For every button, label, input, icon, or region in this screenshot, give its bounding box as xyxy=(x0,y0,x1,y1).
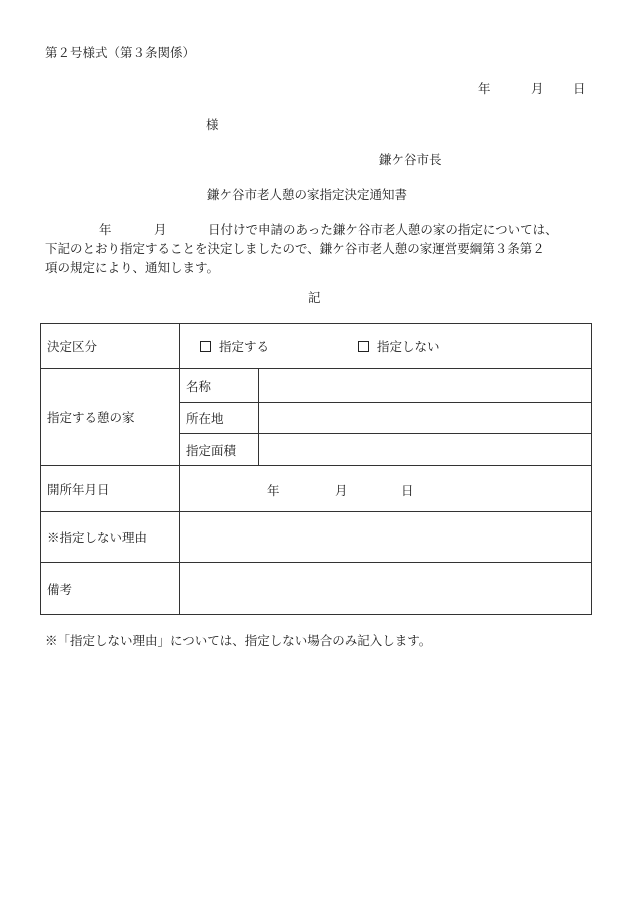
remarks-label: 備考 xyxy=(41,563,180,615)
decision-options xyxy=(180,324,592,369)
decision-label: 決定区分 xyxy=(41,324,180,369)
area-label: 指定面積 xyxy=(180,434,259,466)
body-month: 月 xyxy=(154,222,167,237)
opening-day: 日 xyxy=(401,483,414,498)
not-designate-label: 指定しない xyxy=(376,339,440,354)
body-line-1-text: 日付けで申請のあった鎌ケ谷市老人憩の家の指定については、 xyxy=(208,222,558,237)
designate-checkbox[interactable] xyxy=(200,341,211,352)
name-row xyxy=(41,369,592,403)
opening-date-label: 開所年月日 xyxy=(41,466,180,512)
area-value[interactable] xyxy=(259,434,592,466)
body-line-2: 下記のとおり指定することを決定しましたので、鎌ケ谷市老人憩の家運営要綱第３条第２ xyxy=(45,241,545,256)
designate-option[interactable] xyxy=(200,337,354,355)
footnote: ※「指定しない理由」については、指定しない場合のみ記入します。 xyxy=(45,633,432,648)
date-month: 月 xyxy=(531,81,544,96)
date-year: 年 xyxy=(478,81,491,96)
location-label: 所在地 xyxy=(180,403,259,434)
document-title: 鎌ケ谷市老人憩の家指定決定通知書 xyxy=(207,187,408,202)
body-line-1 xyxy=(45,220,590,239)
form-number: 第２号様式（第３条関係） xyxy=(45,45,196,60)
opening-date-value[interactable] xyxy=(180,466,592,512)
decision-table xyxy=(40,323,592,615)
addressee: 様 xyxy=(206,117,219,132)
reason-label: ※指定しない理由 xyxy=(41,512,180,563)
date-day: 日 xyxy=(573,81,586,96)
opening-month: 月 xyxy=(335,483,348,498)
body-year: 年 xyxy=(99,222,112,237)
facility-label: 指定する憩の家 xyxy=(41,369,180,466)
body-line-3: 項の規定により、通知します。 xyxy=(45,260,220,275)
reason-row xyxy=(41,512,592,563)
remarks-row xyxy=(41,563,592,615)
opening-date-row xyxy=(41,466,592,512)
opening-year: 年 xyxy=(267,483,280,498)
reason-value[interactable] xyxy=(180,512,592,563)
designate-label: 指定する xyxy=(219,339,270,354)
location-value[interactable] xyxy=(259,403,592,434)
not-designate-checkbox[interactable] xyxy=(358,341,369,352)
body-text xyxy=(45,220,590,277)
issuer: 鎌ケ谷市長 xyxy=(379,152,442,167)
decision-row xyxy=(41,324,592,369)
ki-heading: 記 xyxy=(308,290,321,305)
not-designate-option[interactable] xyxy=(358,339,440,354)
name-label: 名称 xyxy=(180,369,259,403)
remarks-value[interactable] xyxy=(180,563,592,615)
name-value[interactable] xyxy=(259,369,592,403)
